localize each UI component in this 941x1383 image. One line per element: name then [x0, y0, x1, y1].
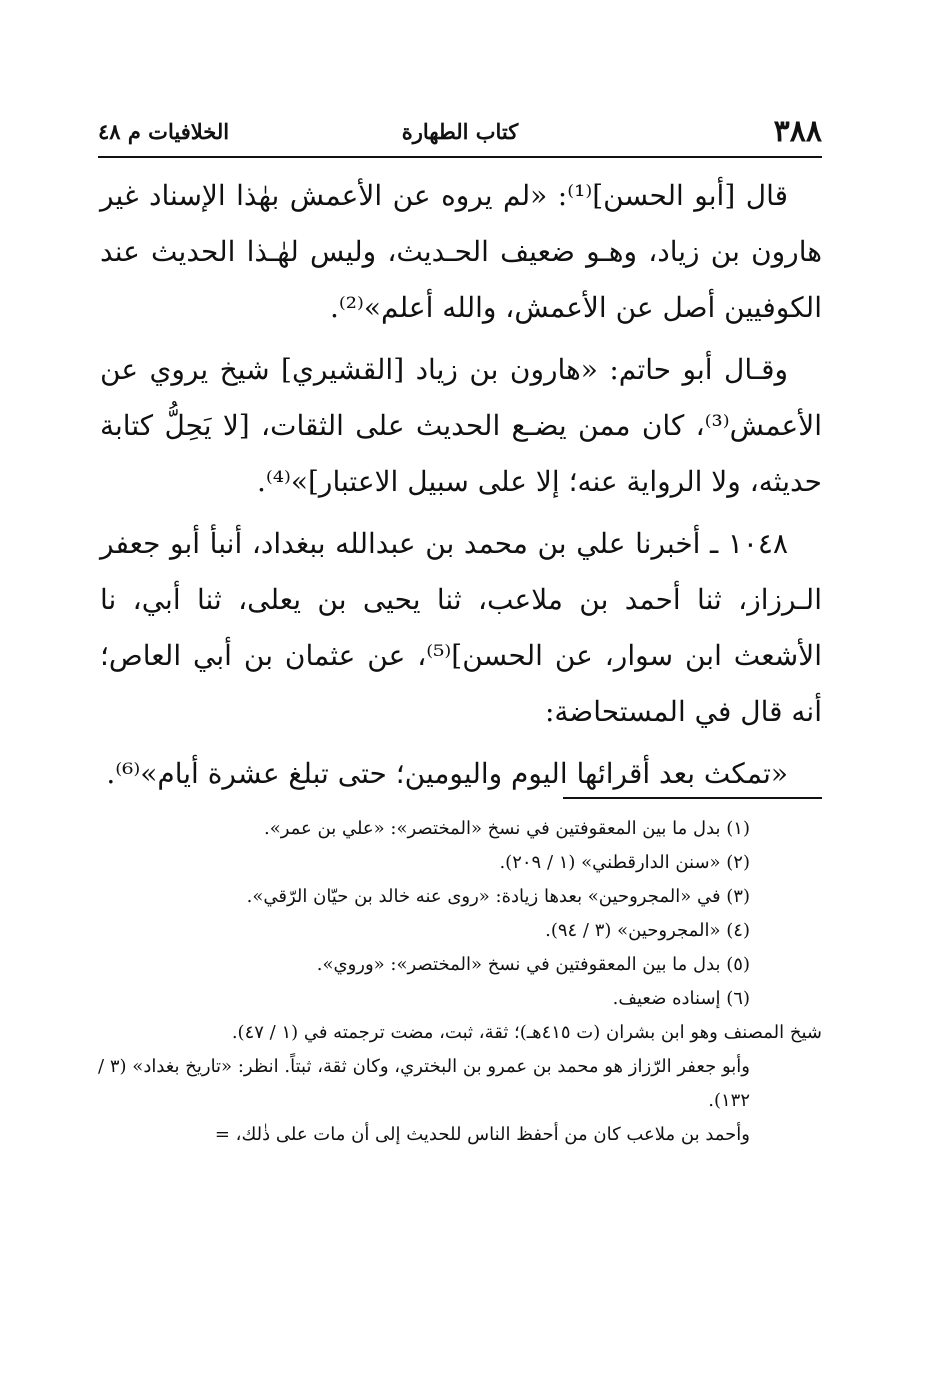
page-number: ٣٨٨ — [773, 114, 822, 149]
paragraph-hadith-matn: «تمكث بعد أقرائها اليوم واليومين؛ حتى تبلغ عشرة أيام»⁽⁶⁾. — [106, 757, 788, 790]
book-title: كتاب الطهارة — [401, 119, 519, 144]
page-header — [98, 112, 822, 152]
footnote-6: (٦) إسناده ضعيف. — [612, 988, 750, 1009]
footnote-4: (٤) «المجروحين» (٣ / ٩٤). — [545, 920, 750, 941]
footnotes — [98, 812, 822, 1152]
paragraph-abu-hatim: وقـال أبو حاتم: «هارون بن زياد [القشيري] شيخ يروي عن الأعمش⁽³⁾، كان ممن يضـع الحديث على الثقات، [لا يَحِلُّ كتابة حديثه، ولا الرواية عنه؛ إلا على سبيل الاعتبار]»⁽⁴⁾. — [100, 353, 822, 498]
paragraph-abu-al-hasan: قال [أبو الحسن]⁽¹⁾: «لم يروه عن الأعمش بهٰذا الإسناد غير هارون بن زياد، وهـو ضعيف الحـديث، وليس لهٰـذا الحديث عند الكوفيين أصل عن الأعمش، والله أعلم»⁽²⁾. — [100, 179, 822, 324]
footnote-1: (١) بدل ما بين المعقوفتين في نسخ «المختصر»: «علي بن عمر». — [263, 818, 750, 839]
footnote-rule — [563, 797, 822, 799]
footnote-note-sheikh: شيخ المصنف وهو ابن بشران (ت ٤١٥هـ)؛ ثقة، ثبت، مضت ترجمته في (١ / ٤٧). — [231, 1022, 822, 1043]
footnote-3: (٣) في «المجروحين» بعدها زيادة: «روى عنه خالد بن حيّان الرّقي». — [246, 886, 750, 907]
paragraph-hadith-1048: ١٠٤٨ ـ أخبرنا علي بن محمد بن عبدالله ببغداد، أنبأ أبو جعفر الـرزاز، ثنا أحمد بن ملاعب، ثنا يحيى بن يعلى، ثنا أبي، نا الأشعث ابن سوار، عن الحسن]⁽⁵⁾، عن عثمان بن أبي العاص؛ أنه قال في المستحاضة: — [100, 527, 823, 728]
footnote-5: (٥) بدل ما بين المعقوفتين في نسخ «المختصر»: «وروي». — [316, 954, 750, 975]
footnote-note-mulaib: وأحمد بن ملاعب كان من أحفظ الناس للحديث إلى أن مات على ذٰلك، = — [214, 1124, 750, 1145]
main-text — [100, 168, 822, 808]
series-volume: الخلافيات م ٤٨ — [98, 119, 230, 144]
footnote-note-razzaz: وأبو جعفر الرّزاز هو محمد بن عمرو بن البختري، وكان ثقة، ثبتاً. انظر: «تاريخ بغداد» (٣ / ١٣٢). — [98, 1056, 750, 1111]
footnote-2: (٢) «سنن الدارقطني» (١ / ٢٠٩). — [499, 852, 750, 873]
header-rule — [98, 156, 822, 158]
